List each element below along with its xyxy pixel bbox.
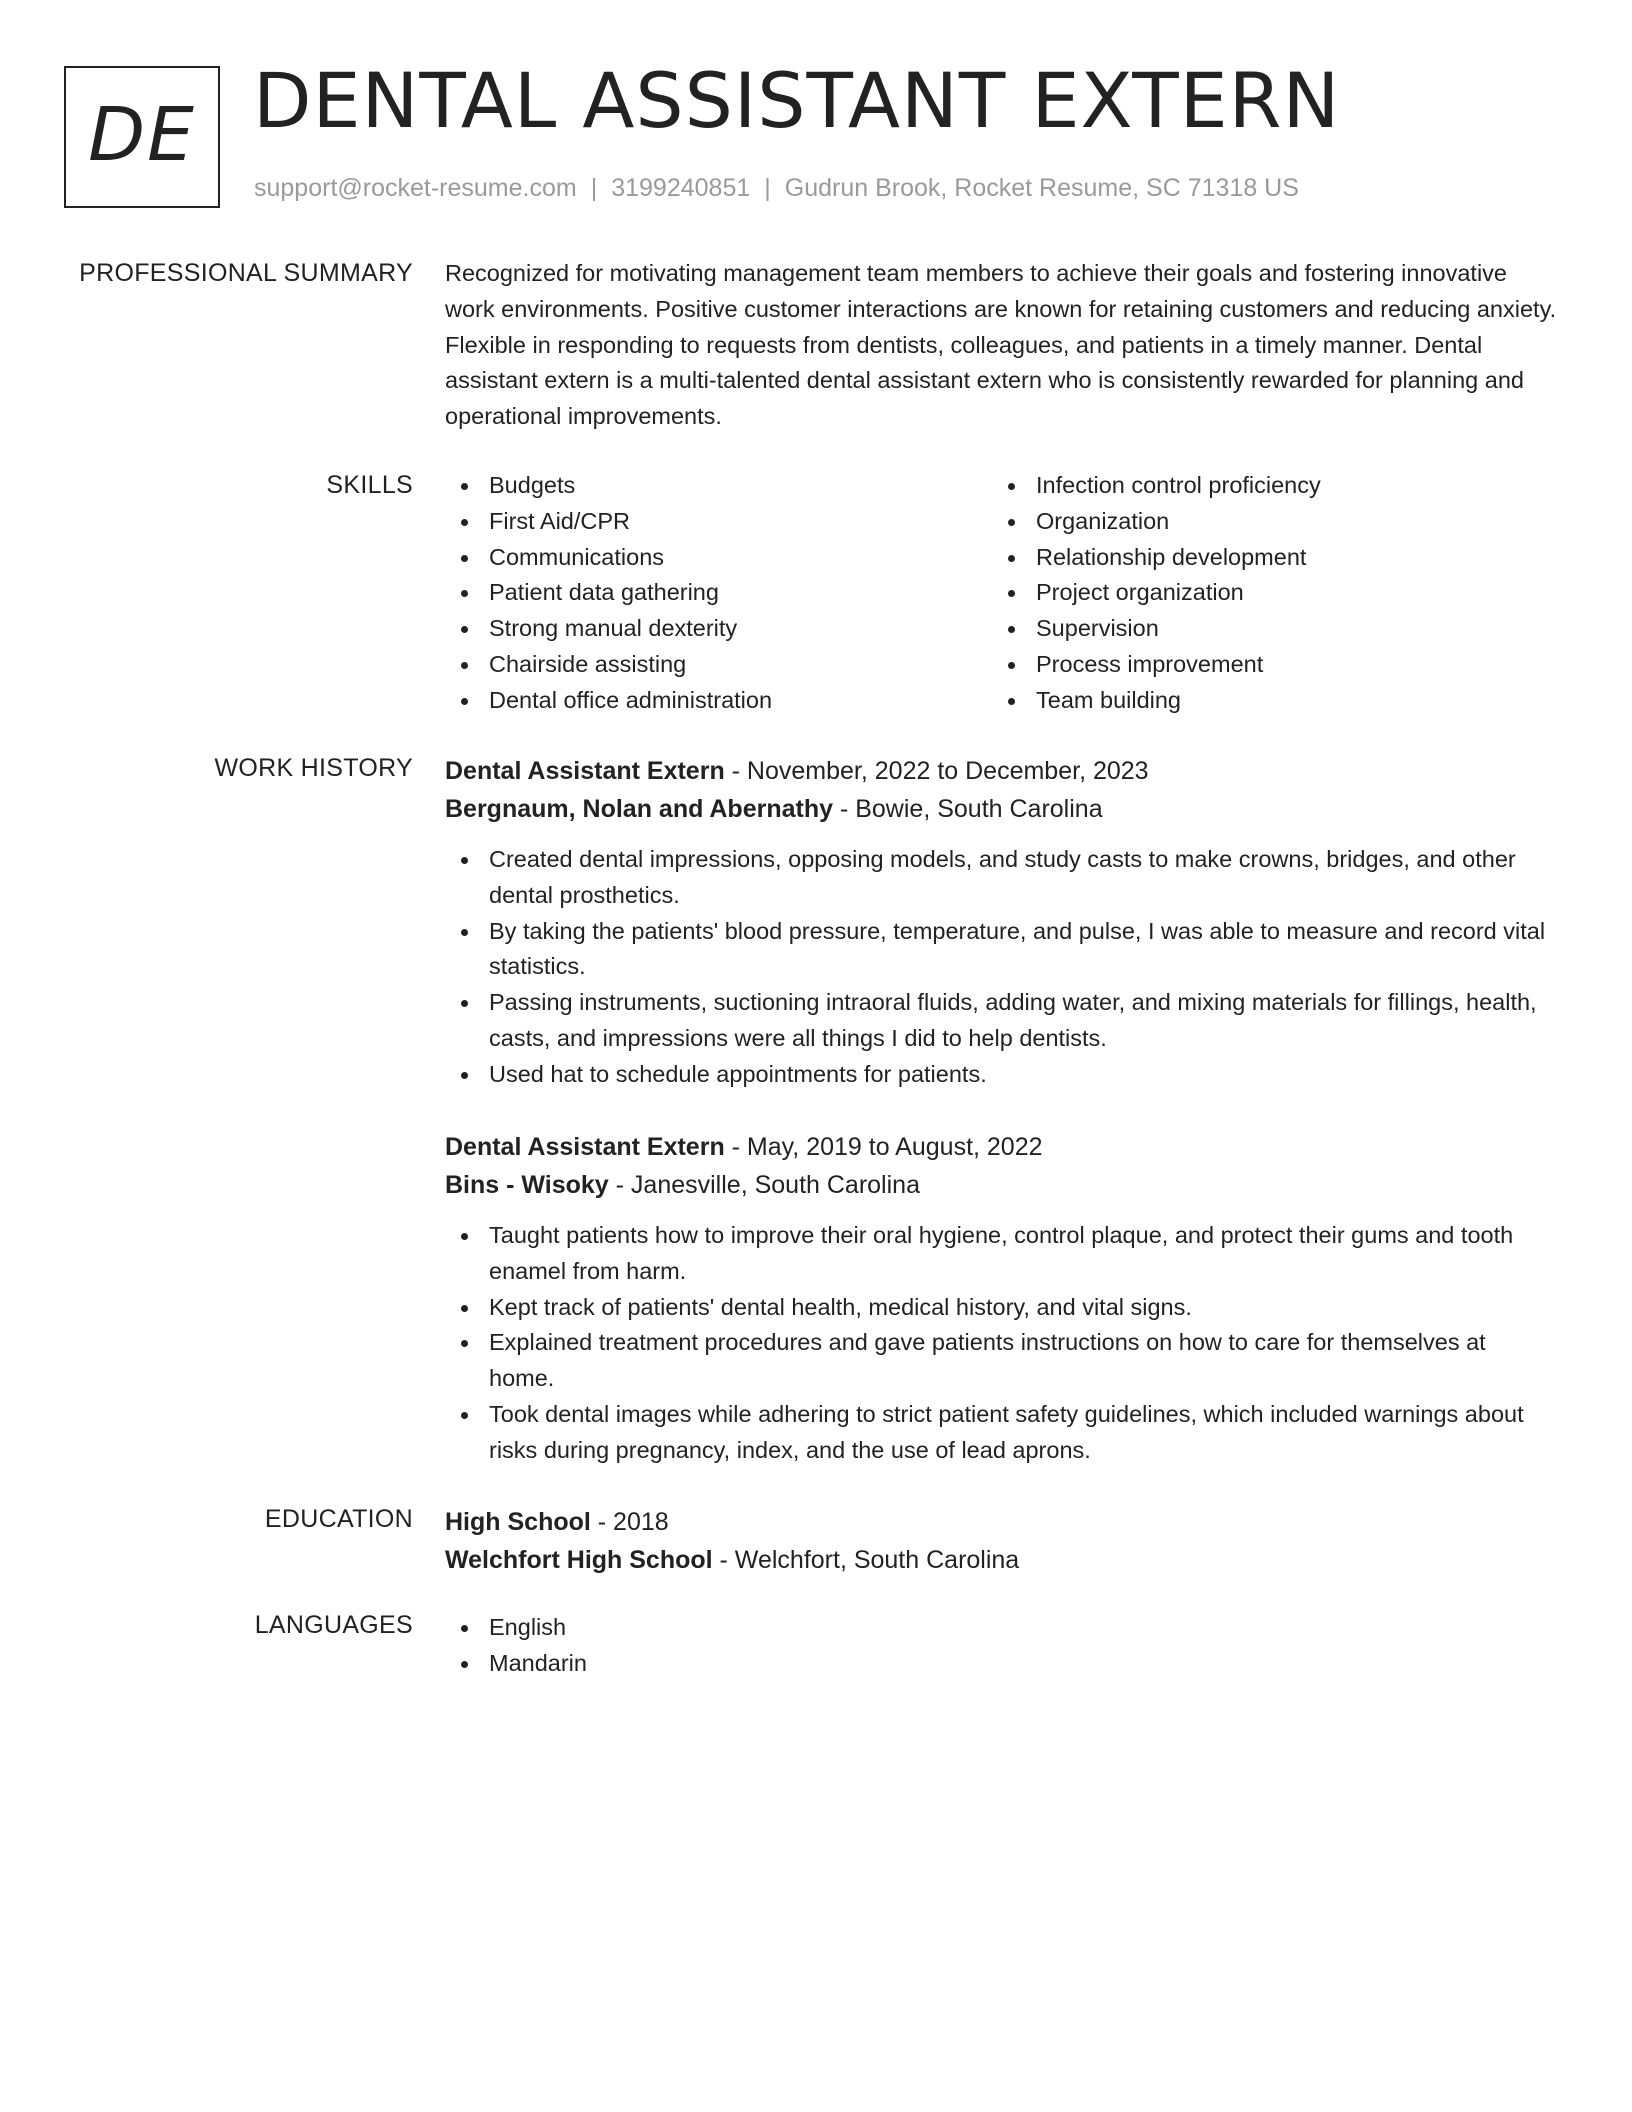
list-item: Patient data gathering [445,575,992,611]
initials-monogram [64,66,220,208]
job-dates: - May, 2019 to August, 2022 [724,1133,1043,1161]
section-label-work-history: WORK HISTORY [214,754,413,782]
job-title: Dental Assistant Extern [445,1133,725,1161]
separator: | [764,174,771,202]
languages-list [445,1610,1557,1682]
list-item: Communications [445,540,992,576]
section-label-education: EDUCATION [264,1505,413,1533]
school-location: - Welchfort, South Carolina [712,1546,1020,1574]
list-item: First Aid/CPR [445,504,992,540]
initials: DE [88,92,196,178]
list-item: Kept track of patients' dental health, medical history, and vital signs. [445,1290,1557,1326]
section-label-languages: LANGUAGES [254,1611,413,1639]
job-location: - Bowie, South Carolina [833,795,1103,823]
list-item: Process improvement [992,647,1539,683]
job-title-line [445,752,1557,790]
list-item: Taught patients how to improve their oral hygiene, control plaque, and protect their gums and tooth enamel from harm. [445,1218,1557,1290]
skills-columns [445,468,1557,719]
school-line [445,1541,1557,1579]
skills-list-left [445,468,992,719]
phone: 3199240851 [611,174,751,202]
list-item: Used hat to schedule appointments for patients. [445,1057,1557,1093]
separator: | [590,174,598,202]
list-item: Infection control proficiency [992,468,1539,504]
skills-list-right [992,468,1539,719]
degree-line [445,1503,1557,1541]
list-item: Explained treatment procedures and gave patients instructions on how to care for themselves at home. [445,1325,1557,1397]
languages-entry [445,1610,1557,1682]
section-label-skills: SKILLS [326,471,413,499]
list-item: Dental office administration [445,683,992,719]
education-entry [445,1503,1557,1579]
address: Gudrun Brook, Rocket Resume, SC 71318 US [784,174,1299,202]
job-title: Dental Assistant Extern [445,757,725,785]
list-item: Budgets [445,468,992,504]
list-item: Passing instruments, suctioning intraoral fluids, adding water, and mixing materials for fillings, health, casts, and impressions were all things I did to help dentists. [445,985,1557,1057]
list-item: Chairside assisting [445,647,992,683]
list-item: Project organization [992,575,1539,611]
job-entry [445,1128,1557,1469]
list-item: Team building [992,683,1539,719]
list-item: By taking the patients' blood pressure, temperature, and pulse, I was able to measure and record vital statistics. [445,914,1557,986]
job-title-line [445,1128,1557,1166]
list-item: Strong manual dexterity [445,611,992,647]
list-item: English [445,1610,1557,1646]
school-name: Welchfort High School [445,1546,713,1574]
job-duties-list [445,1218,1557,1469]
contact-line [254,174,1299,203]
email: support@rocket-resume.com [254,174,577,202]
company-name: Bins - Wisoky [445,1171,609,1199]
job-company-line [445,1166,1557,1204]
list-item: Mandarin [445,1646,1557,1682]
graduation-year: - 2018 [590,1508,669,1536]
summary-text: Recognized for motivating management team members to achieve their goals and fostering innovative work environments. Positive customer interactions are known for retaining customers and reducing anxiety. Flexible in responding to requests from dentists, colleagues, and patients in a timely manner. Dental assistant extern is a multi-talented dental assistant extern who is consistently rewarded for planning and operational improvements. [445,260,1557,430]
list-item: Created dental impressions, opposing models, and study casts to make crowns, bridges, and other dental prosthetics. [445,842,1557,914]
list-item: Relationship development [992,540,1539,576]
section-label-summary: PROFESSIONAL SUMMARY [79,259,413,287]
job-entry [445,752,1557,1093]
list-item: Organization [992,504,1539,540]
job-duties-list [445,842,1557,1093]
company-name: Bergnaum, Nolan and Abernathy [445,795,834,823]
job-location: - Janesville, South Carolina [608,1171,920,1199]
list-item: Supervision [992,611,1539,647]
degree: High School [445,1508,591,1536]
job-dates: - November, 2022 to December, 2023 [724,757,1149,785]
resume-title: DENTAL ASSISTANT EXTERN [253,56,1341,145]
job-company-line [445,790,1557,828]
list-item: Took dental images while adhering to strict patient safety guidelines, which included warnings about risks during pregnancy, index, and the use of lead aprons. [445,1397,1557,1469]
